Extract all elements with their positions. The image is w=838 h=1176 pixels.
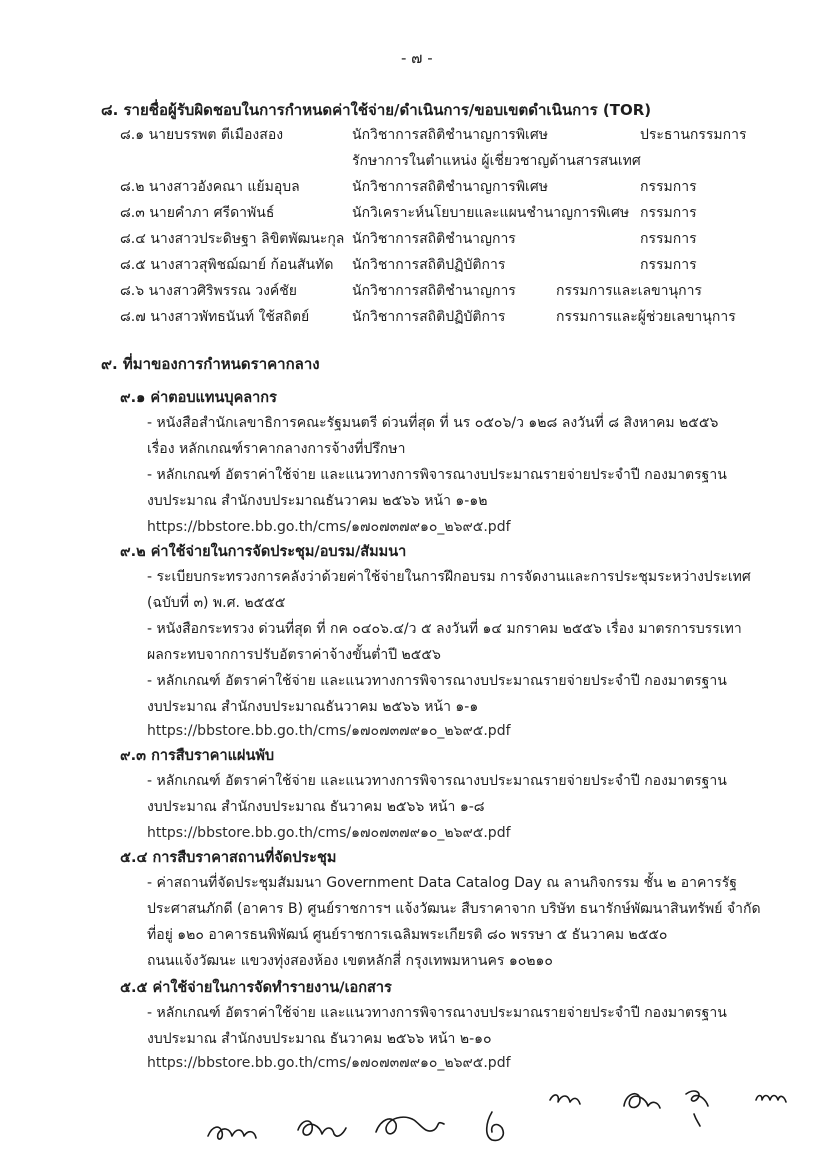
signature-mark <box>208 1127 256 1139</box>
member-name: ๘.๒ นางสาวอังคณา แย้มอุบล <box>120 179 300 195</box>
member-role: กรรมการและเลขานุการ <box>556 283 702 299</box>
subsection-title: ๕.๕ ค่าใช้จ่ายในการจัดทำรายงาน/เอกสาร <box>120 980 392 996</box>
signature-mark <box>376 1117 444 1134</box>
section-9-heading: ๙. ที่มาของการกำหนดราคากลาง <box>101 355 320 373</box>
signature-mark <box>756 1096 786 1103</box>
page-number: - ๗ - <box>401 49 433 67</box>
section-8-heading: ๘. รายชื่อผู้รับผิดชอบในการกำหนดค่าใช้จ่าย/ดำเนินการ/ขอบเขตดำเนินการ (TOR) <box>101 101 652 119</box>
paragraph-line: (ฉบับที่ ๓) พ.ศ. ๒๕๕๕ <box>147 595 286 611</box>
paragraph-line: งบประมาณ สำนักงบประมาณ ธันวาคม ๒๕๖๖ หน้า ๑-๘ <box>147 799 485 815</box>
member-name: ๘.๕ นางสาวสุพิชฌ์ฌาย์ ก้อนสันทัด <box>120 257 334 273</box>
signatures-area <box>200 1080 820 1160</box>
member-position: นักวิชาการสถิติชำนาญการ <box>352 283 516 299</box>
paragraph-line: ถนนแจ้งวัฒนะ แขวงทุ่งสองห้อง เขตหลักสี่ กรุงเทพมหานคร ๑๐๒๑๐ <box>147 953 553 969</box>
reference-link[interactable]: https://bbstore.bb.go.th/cms/๑๗๐๗๓๗๙๑๐_๒๖๙๕.pdf <box>147 1055 511 1071</box>
paragraph-line: - หนังสือสำนักเลขาธิการคณะรัฐมนตรี ด่วนที่สุด ที่ นร ๐๕๐๖/ว ๑๒๘ ลงวันที่ ๘ สิงหาคม ๒๕๕๖ <box>147 415 719 431</box>
member-name: ๘.๔ นางสาวประดิษฐา ลิขิตพัฒนะกุล <box>120 231 345 247</box>
paragraph-line: - หลักเกณฑ์ อัตราค่าใช้จ่าย และแนวทางการพิจารณางบประมาณรายจ่ายประจำปี กองมาตรฐาน <box>147 1005 727 1021</box>
paragraph-line: งบประมาณ สำนักงบประมาณธันวาคม ๒๕๖๖ หน้า ๑-๑๒ <box>147 493 488 509</box>
subsection-title: ๙.๒ ค่าใช้จ่ายในการจัดประชุม/อบรม/สัมมนา <box>120 544 407 560</box>
reference-link[interactable]: https://bbstore.bb.go.th/cms/๑๗๐๗๓๗๙๑๐_๒๖๙๕.pdf <box>147 519 511 535</box>
signature-mark <box>487 1112 504 1140</box>
paragraph-line: ที่อยู่ ๑๒๐ อาคารธนพิพัฒน์ ศูนย์ราชการเฉลิมพระเกียรติ ๘๐ พรรษา ๕ ธันวาคม ๒๕๕๐ <box>147 927 668 943</box>
member-position: นักวิชาการสถิติชำนาญการพิเศษ <box>352 179 548 195</box>
reference-link[interactable]: https://bbstore.bb.go.th/cms/๑๗๐๗๓๗๙๑๐_๒๖๙๕.pdf <box>147 825 511 841</box>
paragraph-line: - หลักเกณฑ์ อัตราค่าใช้จ่าย และแนวทางการพิจารณางบประมาณรายจ่ายประจำปี กองมาตรฐาน <box>147 467 727 483</box>
signature-mark <box>550 1095 580 1104</box>
reference-link[interactable]: https://bbstore.bb.go.th/cms/๑๗๐๗๓๗๙๑๐_๒๖๙๕.pdf <box>147 723 511 739</box>
signature-mark <box>298 1121 346 1136</box>
paragraph-line: - หลักเกณฑ์ อัตราค่าใช้จ่าย และแนวทางการพิจารณางบประมาณรายจ่ายประจำปี กองมาตรฐาน <box>147 673 727 689</box>
signature-mark <box>624 1094 660 1108</box>
member-role: ประธานกรรมการ <box>640 127 747 143</box>
paragraph-line: - หนังสือกระทรวง ด่วนที่สุด ที่ กค ๐๔๐๖.๔/ว ๕ ลงวันที่ ๑๔ มกราคม ๒๕๕๖ เรื่อง มาตรการบรรเทา <box>147 621 742 637</box>
paragraph-line: - ค่าสถานที่จัดประชุมสัมมนา Government Data Catalog Day ณ ลานกิจกรรม ชั้น ๒ อาคารรัฐ <box>147 875 737 891</box>
member-name: ๘.๑ นายบรรพต ตีเมืองสอง <box>120 127 284 143</box>
paragraph-line: ผลกระทบจากการปรับอัตราค่าจ้างขั้นต่ำปี ๒๕๕๖ <box>147 647 441 663</box>
member-position-secondary: รักษาการในตำแหน่ง ผู้เชี่ยวชาญด้านสารสนเทศ <box>352 153 641 169</box>
member-position: นักวิชาการสถิติชำนาญการ <box>352 231 516 247</box>
signature-mark <box>686 1091 708 1126</box>
subsection-title: ๕.๔ การสืบราคาสถานที่จัดประชุม <box>120 850 337 866</box>
paragraph-line: งบประมาณ สำนักงบประมาณธันวาคม ๒๕๖๖ หน้า ๑-๑ <box>147 699 479 715</box>
subsection-title: ๙.๓ การสืบราคาแผ่นพับ <box>120 748 275 764</box>
paragraph-line: เรื่อง หลักเกณฑ์ราคากลางการจ้างที่ปรึกษา <box>147 441 406 457</box>
paragraph-line: - หลักเกณฑ์ อัตราค่าใช้จ่าย และแนวทางการพิจารณางบประมาณรายจ่ายประจำปี กองมาตรฐาน <box>147 773 727 789</box>
subsection-title: ๙.๑ ค่าตอบแทนบุคลากร <box>120 390 277 406</box>
member-role: กรรมการ <box>640 231 697 247</box>
member-position: นักวิเคราะห์นโยบายและแผนชำนาญการพิเศษ <box>352 205 630 221</box>
member-role: กรรมการและผู้ช่วยเลขานุการ <box>556 309 736 325</box>
member-name: ๘.๖ นางสาวศิริพรรณ วงค์ชัย <box>120 283 298 299</box>
member-name: ๘.๗ นางสาวพัทธนันท์ ใช้สถิตย์ <box>120 309 310 325</box>
paragraph-line: - ระเบียบกระทรวงการคลังว่าด้วยค่าใช้จ่ายในการฝึกอบรม การจัดงานและการประชุมระหว่างประเทศ <box>147 569 751 585</box>
member-name: ๘.๓ นายคำภา ศรีดาพันธ์ <box>120 205 275 221</box>
member-position: นักวิชาการสถิติปฏิบัติการ <box>352 257 506 273</box>
paragraph-line: งบประมาณ สำนักงบประมาณ ธันวาคม ๒๕๖๖ หน้า ๒-๑๐ <box>147 1031 492 1047</box>
member-role: กรรมการ <box>640 257 697 273</box>
member-role: กรรมการ <box>640 205 697 221</box>
member-role: กรรมการ <box>640 179 697 195</box>
member-position: นักวิชาการสถิติชำนาญการพิเศษ <box>352 127 548 143</box>
member-position: นักวิชาการสถิติปฏิบัติการ <box>352 309 506 325</box>
paragraph-line: ประศาสนภักดี (อาคาร B) ศูนย์ราชการฯ แจ้งวัฒนะ สืบราคาจาก บริษัท ธนารักษ์พัฒนาสินทรัพย์ จำกัด <box>147 901 761 917</box>
